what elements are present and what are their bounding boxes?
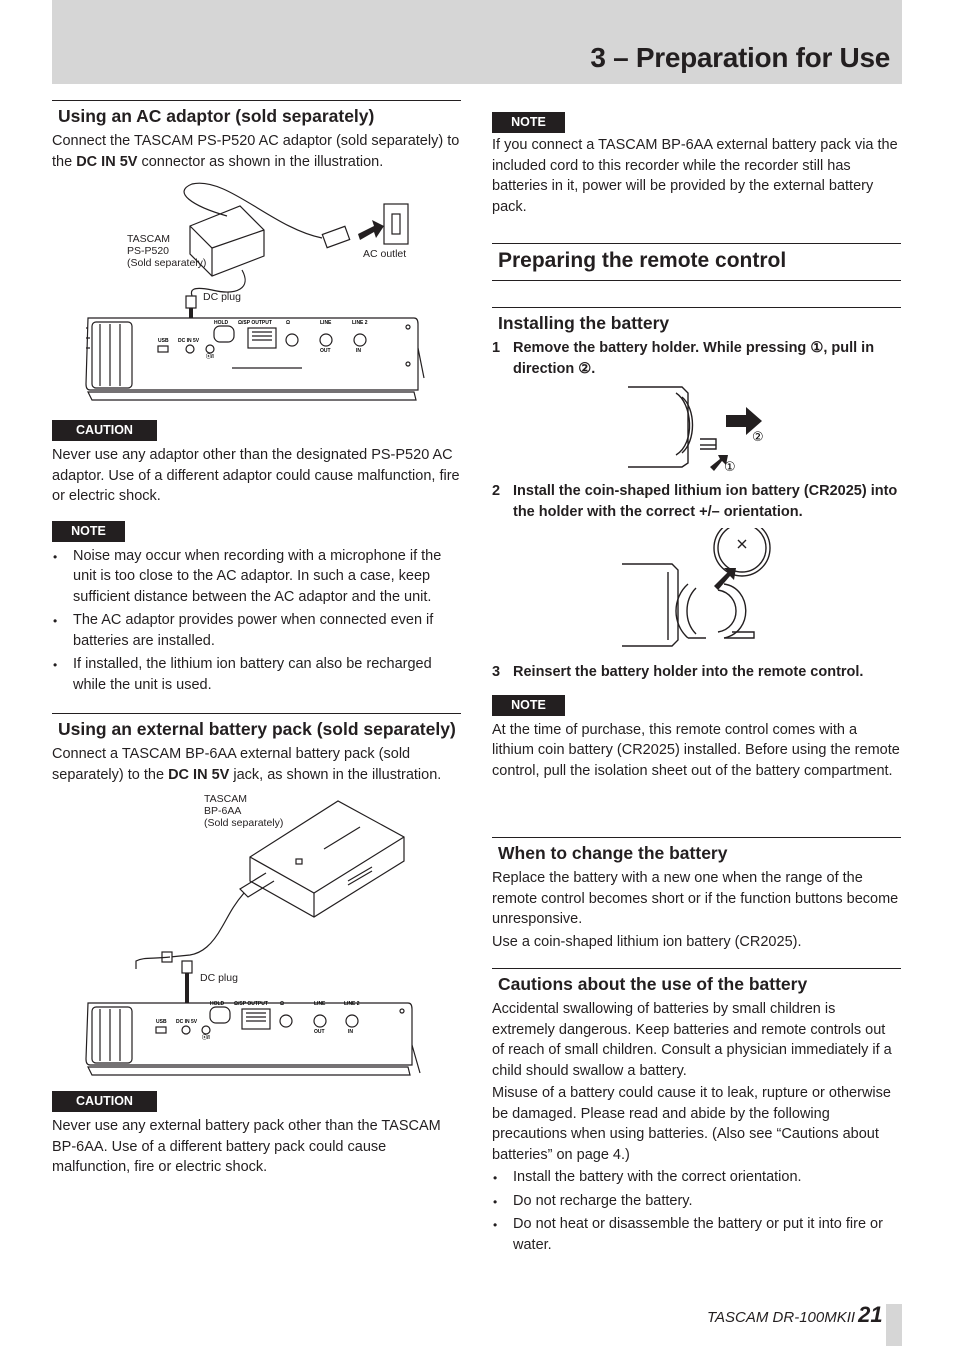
dev1-dcin-label: DC IN 5V bbox=[178, 338, 200, 344]
dev2-in-label: IN bbox=[348, 1029, 353, 1035]
change-para-1: Replace the battery with a new one when the range of the remote control becomes short or if the function buttons become unresponsive. bbox=[492, 870, 899, 927]
section-heading-ac-adaptor: Using an AC adaptor (sold separately) bbox=[52, 100, 461, 127]
list-item: • Do not recharge the battery. bbox=[492, 1191, 901, 1212]
list-item: • If installed, the lithium ion battery can also be recharged while the unit is used. bbox=[52, 654, 461, 695]
adaptor-label-brand: TASCAM bbox=[127, 233, 170, 245]
install-note bbox=[492, 695, 901, 782]
dev1-out-label: OUT bbox=[320, 348, 331, 354]
ac-caution-text: Never use any adaptor other than the designated PS-P520 AC adaptor. Use of a different adaptor could cause malfunction, fire or electric shock. bbox=[52, 447, 460, 504]
ac-adaptor-illustration bbox=[52, 178, 461, 410]
install-step-3 bbox=[492, 662, 901, 683]
dev2-phones-label: Ω bbox=[280, 1001, 285, 1007]
change-para-2: Use a coin-shaped lithium ion battery (CR2025). bbox=[492, 933, 802, 950]
ext-intro-jack: DC IN 5V bbox=[168, 766, 230, 783]
step-number: 2 bbox=[492, 483, 501, 499]
insert-battery-drawing bbox=[492, 528, 901, 654]
page-footer bbox=[707, 1302, 883, 1329]
cautions-para-1: Accidental swallowing of batteries by small children is extremely dangerous. Keep batteries and remote controls out of reach of small children. Consult a physician immediately if a child should swallow a battery. bbox=[492, 1001, 892, 1079]
ac-caution bbox=[52, 420, 461, 507]
dev2-usb-label: USB bbox=[156, 1019, 167, 1025]
ac-outlet-label: AC outlet bbox=[363, 248, 407, 260]
install-step-2 bbox=[492, 481, 901, 522]
ac-intro-text: Connect the TASCAM PS-P520 AC adaptor (sold separately) to the bbox=[52, 133, 460, 170]
dc-plug-label: DC plug bbox=[203, 291, 241, 303]
note-tag: NOTE bbox=[492, 695, 565, 716]
dev2-dcin-label: DC IN 5V bbox=[176, 1019, 198, 1025]
ext-intro-text-end: jack, as shown in the illustration. bbox=[229, 766, 442, 783]
dev1-line-label: LINE bbox=[320, 320, 332, 326]
step-text: Install the coin-shaped lithium ion battery (CR2025) into the holder with the correct +/– orientation. bbox=[513, 483, 898, 520]
ac-intro-jack: DC IN 5V bbox=[76, 153, 138, 170]
battery-pack-illustration bbox=[52, 789, 461, 1083]
subsection-heading-install: Installing the battery bbox=[492, 307, 901, 334]
dev1-spout-label: Ω/SP OUTPUT bbox=[238, 320, 272, 326]
dev1-phones-label: Ω bbox=[286, 320, 291, 326]
dev1-usb-label: USB bbox=[158, 338, 169, 344]
pack-label-brand: TASCAM bbox=[204, 793, 247, 805]
section-heading-remote: Preparing the remote control bbox=[492, 243, 901, 281]
subsection-heading-change: When to change the battery bbox=[492, 837, 901, 864]
note-tag: NOTE bbox=[52, 521, 125, 542]
cautions-para-2: Misuse of a battery could cause it to leak, rupture or otherwise be damaged. Please read and abide by the following precautions when using batteries. (Also see “Cautions about batteries” on page 4.) bbox=[492, 1085, 891, 1163]
step-number: 1 bbox=[492, 340, 501, 356]
cautions-list bbox=[492, 1167, 901, 1255]
page-header bbox=[52, 0, 902, 84]
dev1-hold-label: HOLD bbox=[214, 320, 229, 326]
adaptor-label bbox=[127, 233, 206, 269]
dev2-out-label: OUT bbox=[314, 1029, 325, 1035]
adaptor-label-note: (Sold separately) bbox=[127, 257, 207, 269]
ac-intro-text-end: connector as shown in the illustration. bbox=[137, 153, 384, 170]
dev2-spout-label: Ω/SP OUTPUT bbox=[234, 1001, 268, 1007]
install-note-text: At the time of purchase, this remote control comes with a lithium coin battery (CR2025) installed. Before using the remote control, pull the isolation sheet out of the battery compartment. bbox=[492, 721, 900, 779]
dev1-in-label: IN bbox=[356, 348, 361, 354]
caution-tag: CAUTION bbox=[52, 420, 157, 441]
caution-tag: CAUTION bbox=[52, 1091, 157, 1112]
subsection-heading-cautions: Cautions about the use of the battery bbox=[492, 968, 901, 995]
install-step-1 bbox=[492, 338, 901, 379]
chapter-title: 3 – Preparation for Use bbox=[590, 42, 890, 73]
dev2-power-label: ⓢ/I bbox=[202, 1035, 210, 1041]
dev1-power-label: ⓢ/I bbox=[206, 354, 214, 360]
footer-model: TASCAM DR-100MKII bbox=[707, 1309, 856, 1326]
step-number: 3 bbox=[492, 664, 501, 680]
remove-holder-drawing bbox=[492, 383, 901, 473]
page-number: 21 bbox=[858, 1302, 883, 1327]
ext-caution bbox=[52, 1091, 461, 1178]
ac-adaptor-drawing bbox=[52, 178, 461, 410]
list-item: • The AC adaptor provides power when connected even if batteries are installed. bbox=[52, 610, 461, 651]
ac-note-list bbox=[52, 546, 461, 696]
step-text: Reinsert the battery holder into the remote control. bbox=[513, 664, 864, 680]
ext-intro bbox=[52, 744, 461, 785]
list-item: • Noise may occur when recording with a microphone if the unit is too close to the AC adaptor. In such a case, keep sufficient distance between the AC adaptor and the unit. bbox=[52, 546, 461, 608]
insert-battery-illustration bbox=[492, 528, 901, 654]
pack-label-model: BP-6AA bbox=[204, 805, 242, 817]
pack-label-note: (Sold separately) bbox=[204, 817, 284, 829]
left-column bbox=[52, 100, 461, 1180]
dev2-line-label: LINE bbox=[314, 1001, 326, 1007]
list-item: • Install the battery with the correct orientation. bbox=[492, 1167, 901, 1188]
fig-marker-1: ① bbox=[724, 460, 736, 473]
external-pack-note: If you connect a TASCAM BP-6AA external battery pack via the included cord to this recorder while the recorder still has batteries in it, power will be provided by the external battery pack. bbox=[492, 137, 898, 215]
section-heading-external-battery: Using an external battery pack (sold separately) bbox=[52, 713, 461, 740]
ext-caution-text: Never use any external battery pack other than the TASCAM BP-6AA. Use of a different battery pack could cause malfunction, fire or electric shock. bbox=[52, 1118, 441, 1175]
list-item: • Do not heat or disassemble the battery or put it into fire or water. bbox=[492, 1214, 901, 1255]
ac-note bbox=[52, 521, 461, 696]
dev2-line2-label: LINE 2 bbox=[344, 1001, 360, 1007]
pack-label bbox=[204, 793, 283, 829]
remove-holder-illustration bbox=[492, 383, 901, 473]
ext-intro-text: Connect a TASCAM BP-6AA external battery pack (sold separately) to the bbox=[52, 746, 411, 783]
battery-pack-drawing bbox=[52, 789, 461, 1083]
dc-plug-label-2: DC plug bbox=[200, 972, 238, 984]
right-column bbox=[492, 112, 901, 1258]
fig-marker-2: ② bbox=[752, 430, 764, 445]
dev2-hold-label: HOLD bbox=[210, 1001, 225, 1007]
footer-tab bbox=[886, 1304, 902, 1346]
note-tag: NOTE bbox=[492, 112, 565, 133]
adaptor-label-model: PS-P520 bbox=[127, 245, 170, 257]
step-text: Remove the battery holder. While pressing ①, pull in direction ②. bbox=[513, 340, 875, 377]
dev1-line2-label: LINE 2 bbox=[352, 320, 368, 326]
ac-intro bbox=[52, 131, 461, 172]
